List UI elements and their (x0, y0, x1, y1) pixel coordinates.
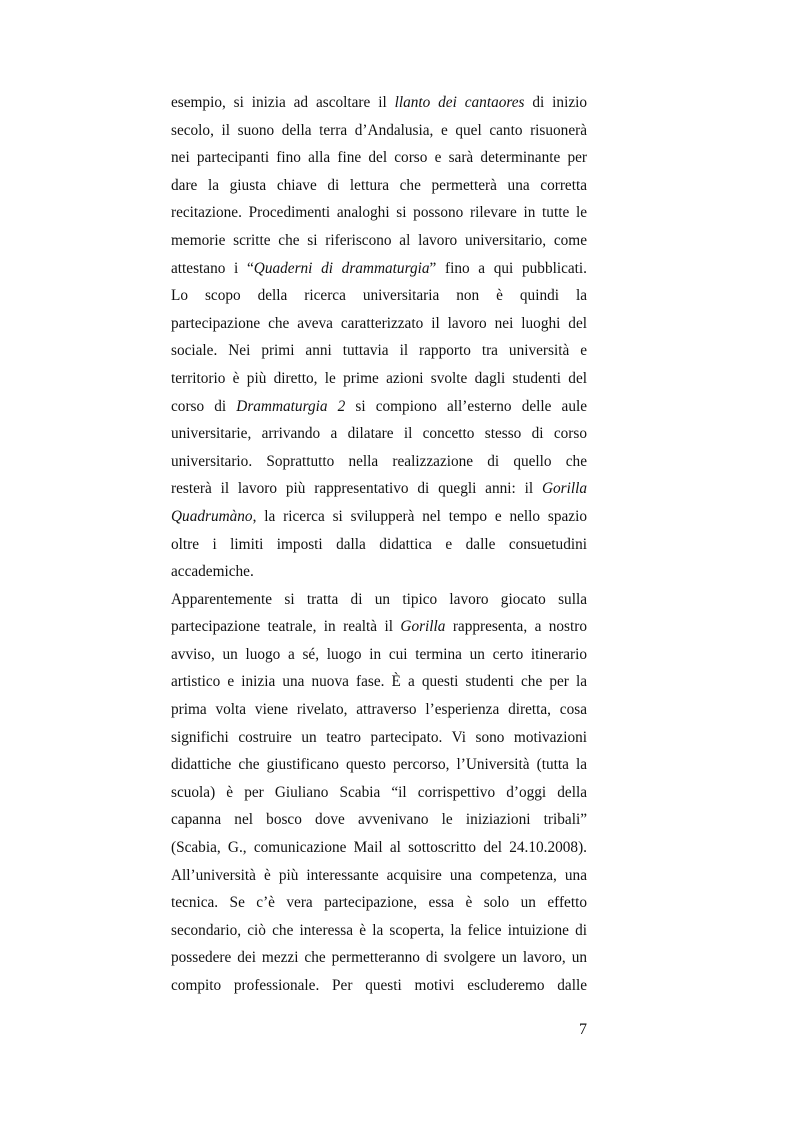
text-run: sociale. Nei primi anni tuttavia il rapporto tra università e (171, 342, 587, 360)
text-line (171, 117, 587, 145)
page-number: 7 (579, 1021, 587, 1038)
text-run: nei partecipanti fino alla fine del corso e sarà determinante per (171, 149, 587, 167)
text-run: accademiche. (171, 563, 254, 581)
text-run: All’università è più interessante acquisire una competenza, una (171, 866, 587, 884)
italic-text: Drammaturgia 2 (236, 397, 346, 415)
text-line (171, 365, 587, 393)
text-line (171, 310, 587, 338)
text-run: memorie scritte che si riferiscono al lavoro universitario, come (171, 231, 587, 249)
text-run: universitario. Soprattutto nella realizzazione di quello che (171, 452, 587, 470)
text-line (171, 531, 587, 559)
text-run: corso di (171, 397, 237, 415)
text-line (171, 779, 587, 807)
text-run: prima volta viene rivelato, attraverso l’esperienza diretta, cosa (171, 701, 587, 719)
text-run: Apparentemente si tratta di un tipico lavoro giocato sulla (171, 590, 587, 608)
text-run: avviso, un luogo a sé, luogo in cui termina un certo itinerario (171, 645, 587, 663)
text-run: possedere dei mezzi che permetteranno di svolgere un lavoro, un (171, 949, 587, 967)
text-line (171, 917, 587, 945)
text-run: didattiche che giustificano questo percorso, l’Università (tutta la (171, 756, 587, 774)
text-run: recitazione. Procedimenti analoghi si possono rilevare in tutte le (171, 204, 587, 222)
text-run: , la ricerca si svilupperà nel tempo e nello spazio (252, 507, 587, 525)
text-run: Lo scopo della ricerca universitaria non è quindi la (171, 287, 587, 305)
text-line (171, 503, 587, 531)
text-line (171, 972, 587, 1000)
text-line (171, 144, 587, 172)
text-run: resterà il lavoro più rappresentativo di quegli anni: il (171, 480, 542, 498)
text-line (171, 944, 587, 972)
text-line (171, 889, 587, 917)
text-run: partecipazione teatrale, in realtà il (171, 618, 401, 636)
text-run: (Scabia, G., comunicazione Mail al sottoscritto del 24.10.2008). (171, 839, 587, 857)
text-line (171, 393, 587, 421)
text-run: rappresenta, a nostro (445, 618, 588, 636)
text-line (171, 172, 587, 200)
italic-text: Gorilla (541, 480, 587, 498)
text-run: partecipazione che aveva caratterizzato il lavoro nei luoghi del (171, 314, 587, 332)
text-line (171, 199, 587, 227)
text-run: compito professionale. Per questi motivi escluderemo dalle (171, 977, 587, 994)
text-run: universitarie, arrivando a dilatare il concetto stesso di corso (171, 425, 587, 443)
text-run: significhi costruire un teatro partecipato. Vi sono motivazioni (171, 728, 587, 746)
text-run: secolo, il suono della terra d’Andalusia, e quel canto risuonerà (171, 121, 587, 139)
text-line (171, 862, 587, 890)
text-line (171, 613, 587, 641)
text-run: artistico e inizia una nuova fase. È a questi studenti che per la (171, 673, 587, 691)
text-line (171, 558, 587, 586)
text-line (171, 806, 587, 834)
text-line (171, 668, 587, 696)
italic-text: Quaderni di drammaturgia (253, 259, 430, 277)
text-run: esempio, si inizia ad ascoltare il (171, 94, 395, 111)
text-line (171, 641, 587, 669)
text-line (171, 834, 587, 862)
text-line (171, 448, 587, 476)
body-text (171, 89, 587, 1000)
text-run: ” fino a qui pubblicati. (429, 259, 587, 277)
italic-text: Quadrumàno (171, 507, 253, 525)
text-run: si compiono all’esterno delle aule (345, 397, 588, 415)
text-line (171, 255, 587, 283)
text-run: secondario, ciò che interessa è la scoperta, la felice intuizione di (171, 921, 587, 939)
text-line (171, 337, 587, 365)
text-run: oltre i limiti imposti dalla didattica e dalle consuetudini (171, 535, 587, 553)
text-run: tecnica. Se c’è vera partecipazione, essa è solo un effetto (171, 894, 587, 912)
text-line (171, 282, 587, 310)
text-line (171, 420, 587, 448)
text-line (171, 475, 587, 503)
text-line (171, 227, 587, 255)
italic-text: llanto dei cantaores (394, 94, 525, 111)
text-line (171, 586, 587, 614)
text-run: dare la giusta chiave di lettura che permetterà una corretta (171, 176, 587, 194)
text-line (171, 751, 587, 779)
text-line (171, 89, 587, 117)
text-run: capanna nel bosco dove avvenivano le iniziazioni tribali” (171, 811, 587, 829)
text-run: territorio è più diretto, le prime azioni svolte dagli studenti del (171, 369, 587, 387)
italic-text: Gorilla (400, 618, 446, 636)
text-line (171, 696, 587, 724)
text-run: di inizio (524, 94, 588, 111)
text-run: attestano i “ (171, 259, 254, 277)
text-line (171, 724, 587, 752)
text-run: scuola) è per Giuliano Scabia “il corrispettivo d’oggi della (171, 783, 587, 801)
